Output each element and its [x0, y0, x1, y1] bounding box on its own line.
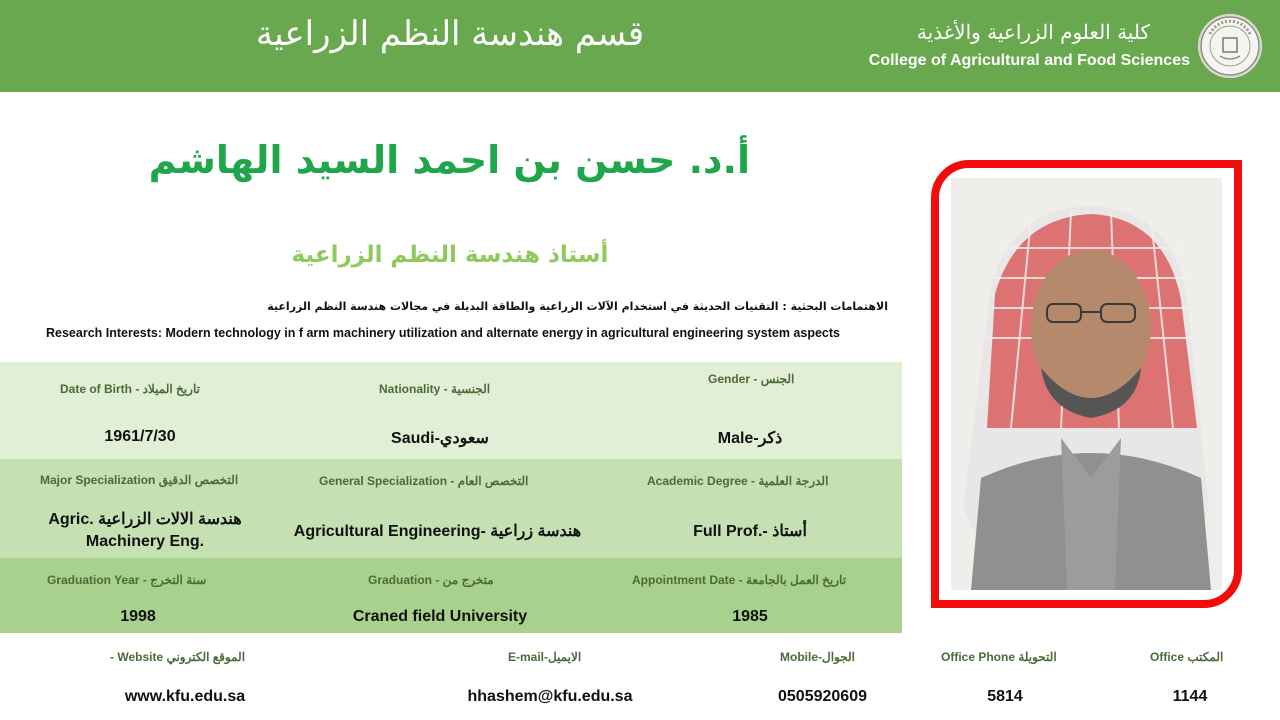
college-name-arabic: كلية العلوم الزراعية والأغذية	[916, 20, 1150, 44]
website-link[interactable]: www.kfu.edu.sa	[124, 688, 246, 705]
mobile-value: 0505920609	[778, 688, 867, 705]
gender-value: Male-ذكر	[717, 430, 783, 447]
graduation-year-value: 1998	[120, 608, 156, 625]
info-row-personal	[0, 362, 902, 459]
college-name-english: College of Agricultural and Food Sciences	[868, 52, 1190, 69]
professor-name: أ.د. حسن بن احمد السيد الهاشم	[148, 138, 750, 182]
university-seal-icon	[1198, 14, 1262, 78]
research-interests-english: Research Interests: Modern technology in f arm machinery utilization and alternate energy in agricultural engineering system aspects	[46, 326, 840, 340]
info-row-graduation	[0, 558, 902, 633]
info-row-academic	[0, 459, 902, 558]
header-bar	[0, 0, 1280, 92]
nationality-label: Nationality - الجنسية	[379, 382, 491, 396]
gender-label: Gender - الجنس	[708, 372, 795, 386]
office-phone-label: Office Phone التحويلة	[941, 650, 1057, 664]
major-specialization-value-line1: Agric. هندسة الالات الزراعية	[48, 511, 242, 528]
appointment-date-value: 1985	[732, 608, 768, 625]
general-specialization-label: General Specialization - التخصص العام	[319, 474, 529, 488]
profile-photo-frame	[931, 160, 1242, 608]
profile-photo	[951, 178, 1222, 590]
office-label: Office المكتب	[1150, 650, 1224, 664]
position-title: أستاذ هندسة النظم الزراعية	[291, 242, 609, 268]
academic-degree-label: Academic Degree - الدرجة العلمية	[647, 474, 829, 488]
academic-degree-value: Full Prof.- أستاذ	[693, 523, 807, 540]
graduation-label: Graduation - متخرج من	[368, 573, 494, 587]
graduation-value: Craned field University	[352, 608, 528, 625]
appointment-date-label: Appointment Date - تاريخ العمل بالجامعة	[632, 573, 847, 587]
department-title: قسم هندسة النظم الزراعية	[255, 14, 645, 54]
website-label: - Website الموقع الكتروني	[110, 650, 246, 664]
graduation-year-label: Graduation Year - سنة التخرج	[47, 573, 207, 587]
email-link[interactable]: hhashem@kfu.edu.sa	[467, 688, 633, 705]
major-specialization-label: Major Specialization التخصص الدقيق	[40, 473, 239, 487]
office-phone-value: 5814	[987, 688, 1023, 705]
research-interests-arabic: الاهتمامات البحثية : التقنيات الحديثة في استخدام الآلات الزراعية والطاقة البديلة في مجالات هندسة النظم الزراعية	[267, 300, 888, 313]
mobile-label: Mobile-الجوال	[780, 650, 855, 664]
office-value: 1144	[1172, 688, 1208, 705]
dob-label: Date of Birth - تاريخ الميلاد	[60, 382, 200, 396]
nationality-value: Saudi-سعودي	[391, 430, 489, 447]
major-specialization-value-line2: Machinery Eng.	[85, 533, 205, 550]
email-label: E-mail-الايميل	[508, 650, 582, 664]
general-specialization-value: Agricultural Engineering- هندسة زراعية	[293, 523, 582, 540]
dob-value: 1961/7/30	[104, 428, 176, 445]
